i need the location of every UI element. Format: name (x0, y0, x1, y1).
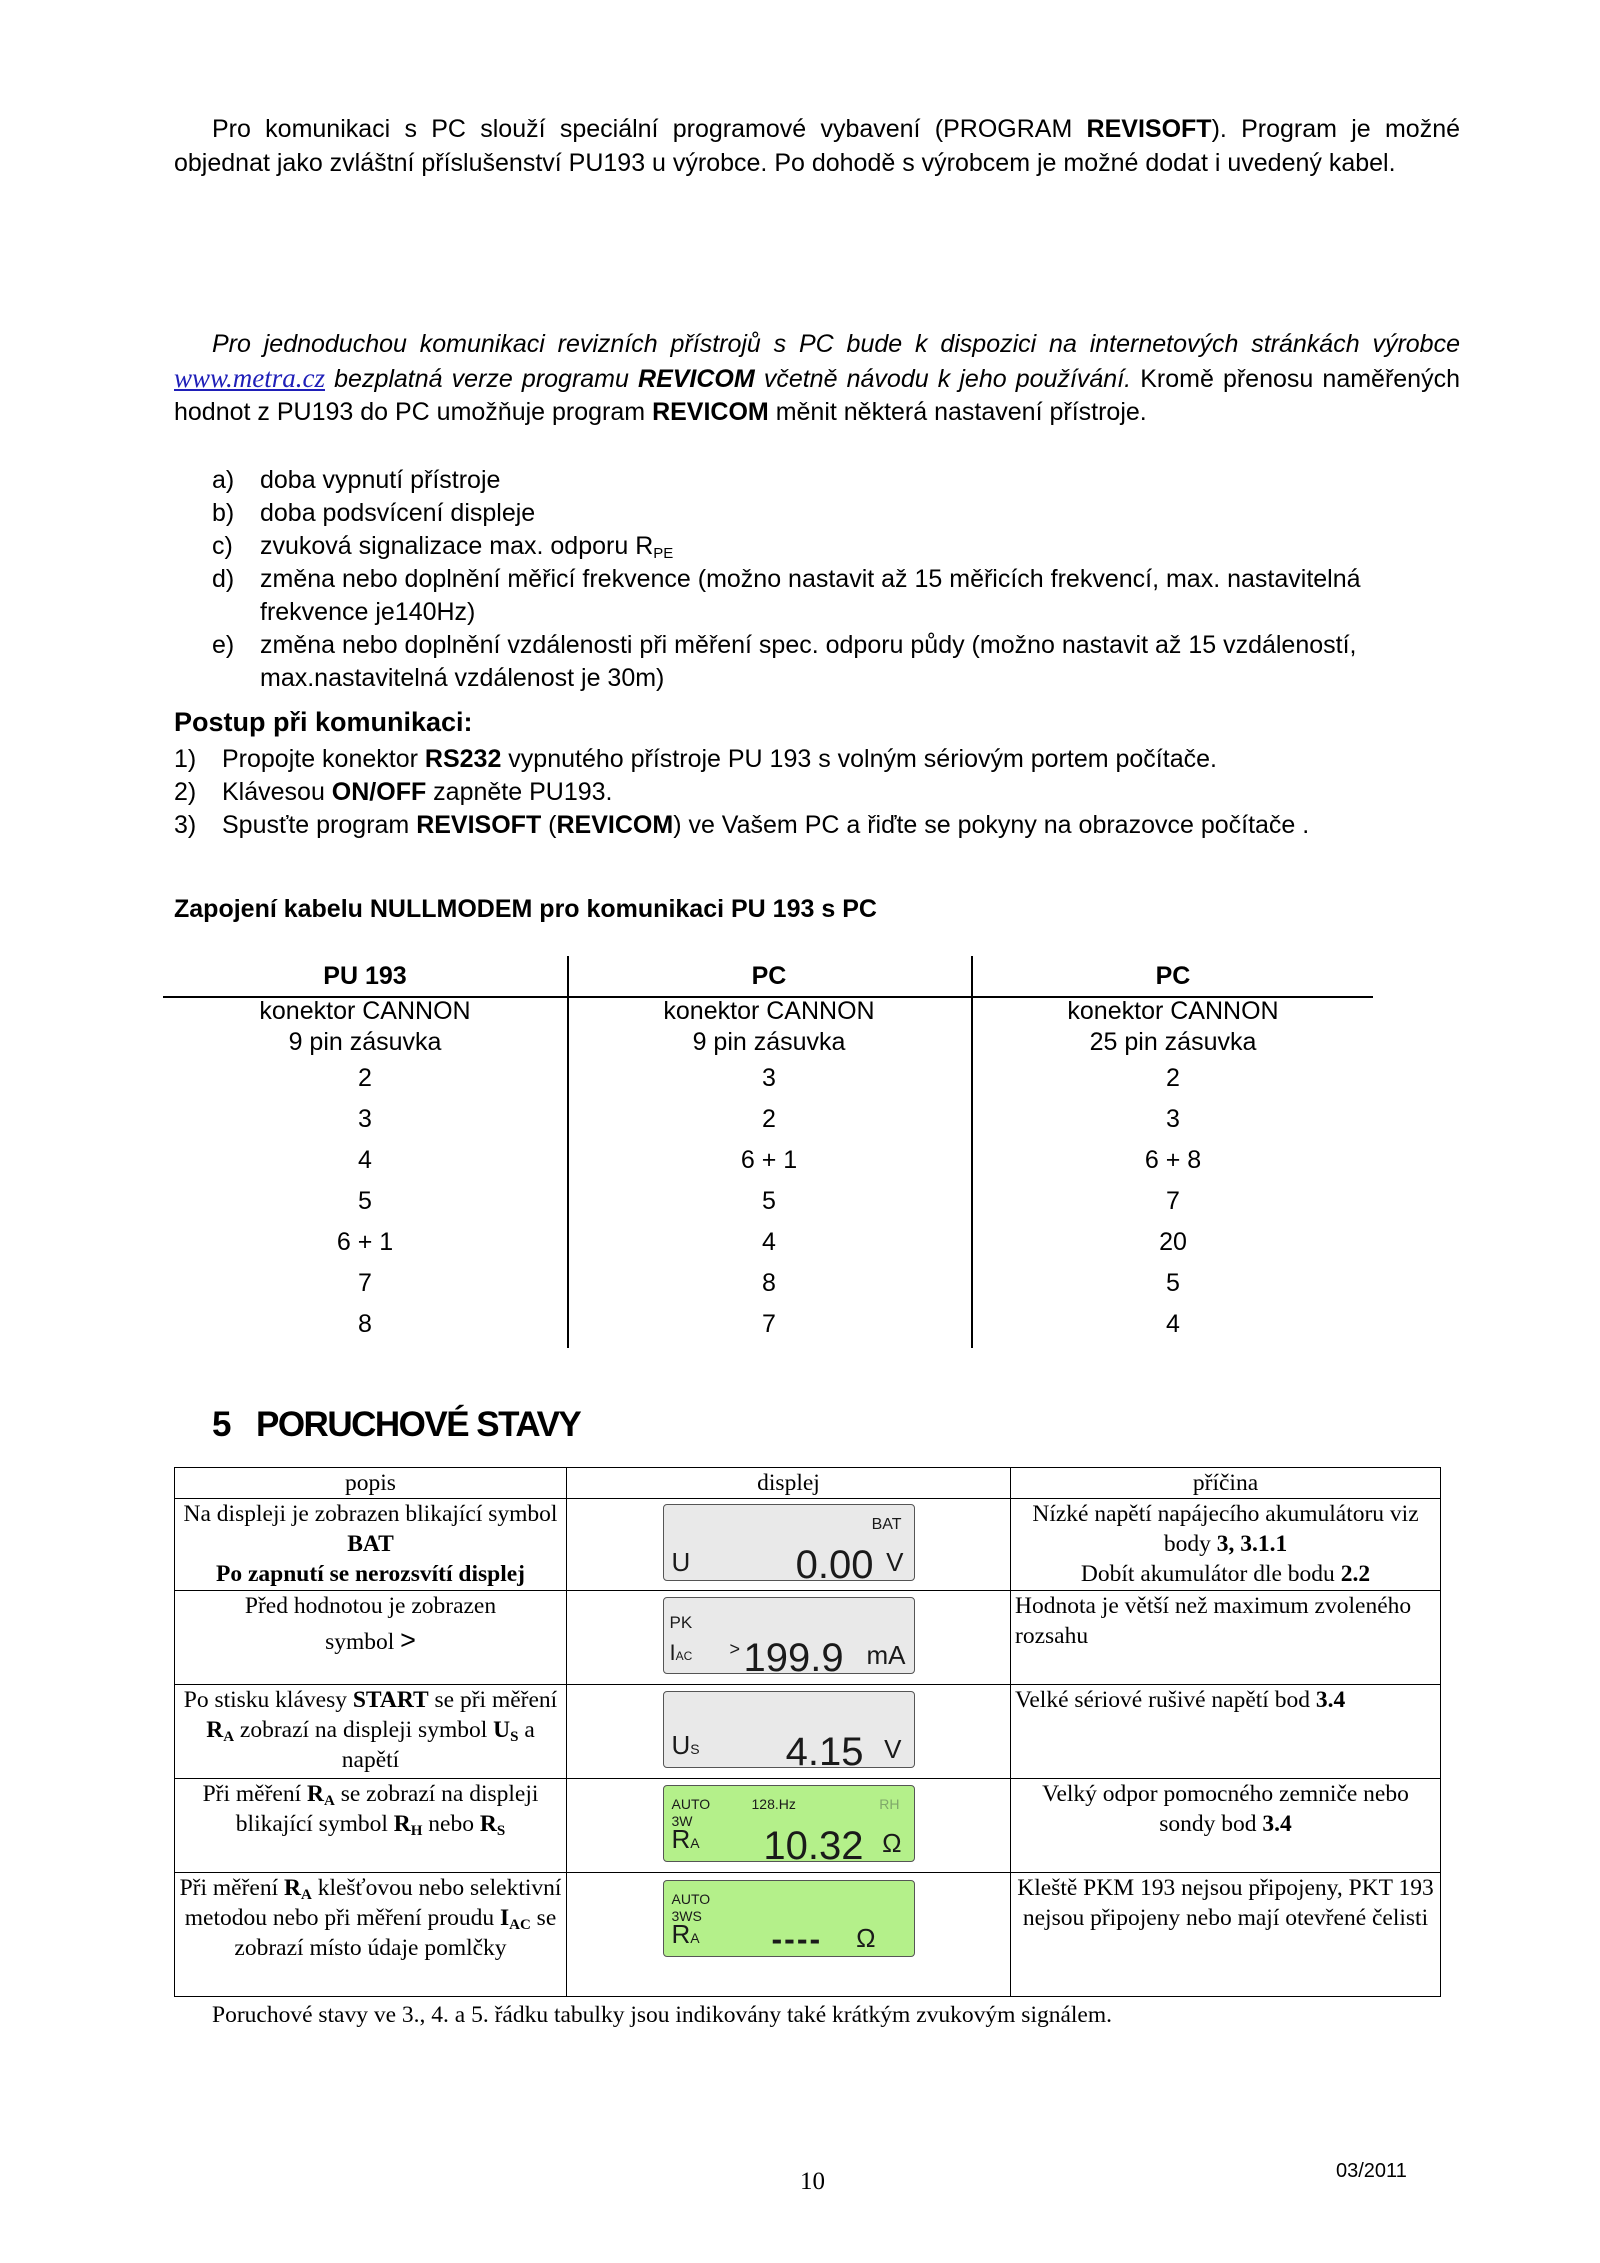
pin-cell: 3 (1166, 1105, 1180, 1133)
lcd-value: 4.15 (785, 1729, 864, 1774)
list-item: d) změna nebo doplnění měřicí frekvence (možno nastavit až 15 měřicích frekvencí, max. nastavitelná frekvence je140Hz) (212, 565, 1361, 626)
table-row (175, 1591, 1441, 1685)
lcd-value: ---- (771, 1921, 823, 1957)
mode-symbol: 3WS (671, 1908, 702, 1924)
lcd-symbol: RA (671, 1823, 700, 1854)
pin-cell: 4 (762, 1228, 776, 1256)
column-header: popis (175, 1468, 567, 1499)
pin-cell: 2 (358, 1064, 372, 1092)
fault-description: Před hodnotou je zobrazen symbol > (175, 1591, 567, 1685)
list-item: 1) Propojte konektor RS232 vypnutého přístroje PU 193 s volným sériovým portem počítače. (174, 745, 1217, 773)
lcd-display (663, 1597, 915, 1680)
cable-column-pu193 (163, 956, 567, 1345)
procedure-steps (174, 743, 1464, 842)
pin-cell: 7 (762, 1310, 776, 1338)
lcd-value: 0.00 (795, 1542, 874, 1587)
fault-description: Při měření $R_A$ klešťovou nebo selektivní metodou nebo při měření proudu $I_{AC}$ se zobrazí místo údaje pomlčky (175, 1873, 567, 1997)
pin-cell: 6 + 1 (336, 1228, 394, 1256)
fault-display (567, 1499, 1011, 1591)
column-header: displej (567, 1468, 1011, 1499)
table-row (175, 1779, 1441, 1873)
list-item: b) doba podsvícení displeje (212, 499, 536, 527)
lcd-value: 199.9 (743, 1635, 844, 1680)
metra-link[interactable]: www.metra.cz (174, 362, 326, 393)
list-item: a) doba vypnutí přístroje (212, 466, 501, 494)
lcd-display (663, 1691, 915, 1774)
pin-cell: 6 + 1 (740, 1146, 798, 1174)
fault-display (567, 1779, 1011, 1873)
list-item: 2) Klávesou ON/OFF zapněte PU193. (174, 778, 613, 806)
overrange-symbol: > (729, 1638, 741, 1659)
pin-cell: 4 (1166, 1310, 1180, 1338)
fault-table-note: Poruchové stavy ve 3., 4. a 5. řádku tabulky jsou indikovány také krátkým zvukovým signálem. (212, 2002, 1113, 2028)
fault-cause: Velké sériové rušivé napětí bod 3.4 (1011, 1685, 1441, 1779)
fault-display (567, 1873, 1011, 1997)
pin-cell: 5 (358, 1187, 372, 1215)
fault-description: Při měření $R_A$ se zobrazí na displeji blikající symbol $R_H$ nebo $R_S$ (175, 1779, 567, 1873)
lcd-display (663, 1880, 915, 1957)
settings-list (174, 464, 1464, 695)
column-header: příčina (1011, 1468, 1441, 1499)
column-header: PU 193 (323, 962, 407, 990)
column-header: PC (1155, 962, 1191, 990)
connector-type: konektor CANNON (259, 997, 471, 1025)
connector-pins: 25 pin zásuvka (1089, 1028, 1257, 1056)
procedure-heading: Postup při komunikaci: (174, 707, 473, 737)
rh-symbol: RH (879, 1795, 900, 1812)
intro-paragraph-revisoft: Pro komunikaci s PC slouží speciální programové vybavení (PROGRAM REVISOFT). Program je možné objednat jako zvláštní příslušenství PU193 u výrobce. Po dohodě s výrobcem je možné dodat i uvedený kabel. (174, 115, 1460, 177)
fault-cause: Nízké napětí napájecího akumulátoru viz body 3, 3.1.1 Dobít akumulátor dle bodu 2.2 (1011, 1499, 1441, 1591)
pin-cell: 2 (762, 1105, 776, 1133)
page-number: 10 (800, 2168, 825, 2195)
fault-table (174, 1467, 1441, 1997)
table-header-row (175, 1468, 1441, 1499)
lcd-symbol: IAC (669, 1639, 693, 1665)
fault-cause: Kleště PKM 193 nejsou připojeny, PKT 193 nejsou připojeny nebo mají otevřené čelisti (1011, 1873, 1441, 1997)
connector-pins: 9 pin zásuvka (288, 1028, 442, 1056)
frequency-label: 128.Hz (751, 1795, 796, 1812)
table-row (175, 1873, 1441, 1997)
fault-display (567, 1591, 1011, 1685)
fault-display (567, 1685, 1011, 1779)
table-row (175, 1685, 1441, 1779)
fault-description: Na displeji je zobrazen blikající symbol BAT Po zapnutí se nerozsvítí displej (175, 1499, 567, 1591)
lcd-symbol: U (671, 1546, 691, 1577)
lcd-unit: Ω (856, 1923, 876, 1953)
pin-cell: 3 (762, 1064, 776, 1092)
lcd-display (663, 1504, 915, 1587)
lcd-unit: V (884, 1733, 902, 1764)
fault-description: Po stisku klávesy START se při měření $R_A$ zobrazí na displeji symbol $U_S$ a napětí (175, 1685, 567, 1779)
pin-cell: 8 (762, 1269, 776, 1297)
pin-cell: 4 (358, 1146, 372, 1174)
column-header: PC (751, 962, 787, 990)
pin-cell: 5 (762, 1187, 776, 1215)
fault-cause: Velký odpor pomocného zemniče nebo sondy bod 3.4 (1011, 1779, 1441, 1873)
pin-cell: 20 (1159, 1228, 1187, 1256)
lcd-pk-symbol: PK (669, 1612, 693, 1632)
lcd-symbol: RA (671, 1919, 700, 1949)
list-item: c) zvuková signalizace max. odporu $R_{PE}$ (212, 532, 674, 562)
auto-symbol: AUTO (671, 1795, 711, 1812)
cable-caption: Zapojení kabelu NULLMODEM pro komunikaci PU 193 s PC (174, 895, 877, 923)
table-row (175, 1499, 1441, 1591)
lcd-unit: mA (866, 1639, 906, 1670)
fault-cause: Hodnota je větší než maximum zvoleného rozsahu (1011, 1591, 1441, 1685)
connector-type: konektor CANNON (663, 997, 875, 1025)
cable-table (163, 956, 1373, 1348)
mode-symbol: 3W (671, 1812, 693, 1829)
connector-pins: 9 pin zásuvka (692, 1028, 846, 1056)
cable-column-pc-9pin (567, 956, 971, 1345)
section-heading: 5 PORUCHOVÉ STAVY (212, 1405, 581, 1444)
pin-cell: 7 (358, 1269, 372, 1297)
intro-paragraph-revicom: Pro jednoduchou komunikaci revizních přístrojů s PC bude k dispozici na internetových stránkách výrobce www.metra.cz bezplatná verze programu REVICOM včetně návodu k jeho používání. Kromě přenosu naměřených hodnot z PU193 do PC umožňuje program REVICOM měnit některá nastavení přístroje. (174, 330, 1460, 426)
pin-cell: 3 (358, 1105, 372, 1133)
bat-symbol: BAT (871, 1515, 902, 1533)
lcd-value: 10.32 (763, 1823, 864, 1868)
auto-symbol: AUTO (671, 1891, 711, 1907)
pin-cell: 7 (1166, 1187, 1180, 1215)
pin-cell: 8 (358, 1310, 372, 1338)
lcd-unit: V (886, 1546, 904, 1577)
pin-cell: 2 (1166, 1064, 1180, 1092)
connector-type: konektor CANNON (1067, 997, 1279, 1025)
pin-cell: 6 + 8 (1144, 1146, 1202, 1174)
lcd-display (663, 1785, 915, 1868)
pin-cell: 5 (1166, 1269, 1180, 1297)
list-item: e) změna nebo doplnění vzdálenosti při měření spec. odporu půdy (možno nastavit až 15 vzdáleností, max.nastavitelná vzdálenost je 30m) (212, 631, 1357, 692)
lcd-unit: Ω (882, 1827, 902, 1858)
list-item: 3) Spusťte program REVISOFT (REVICOM) ve Vašem PC a řiďte se pokyny na obrazovce počítače . (174, 811, 1310, 839)
cable-column-pc-25pin (971, 956, 1375, 1345)
lcd-symbol: US (671, 1729, 700, 1760)
document-date: 03/2011 (1336, 2160, 1407, 2182)
